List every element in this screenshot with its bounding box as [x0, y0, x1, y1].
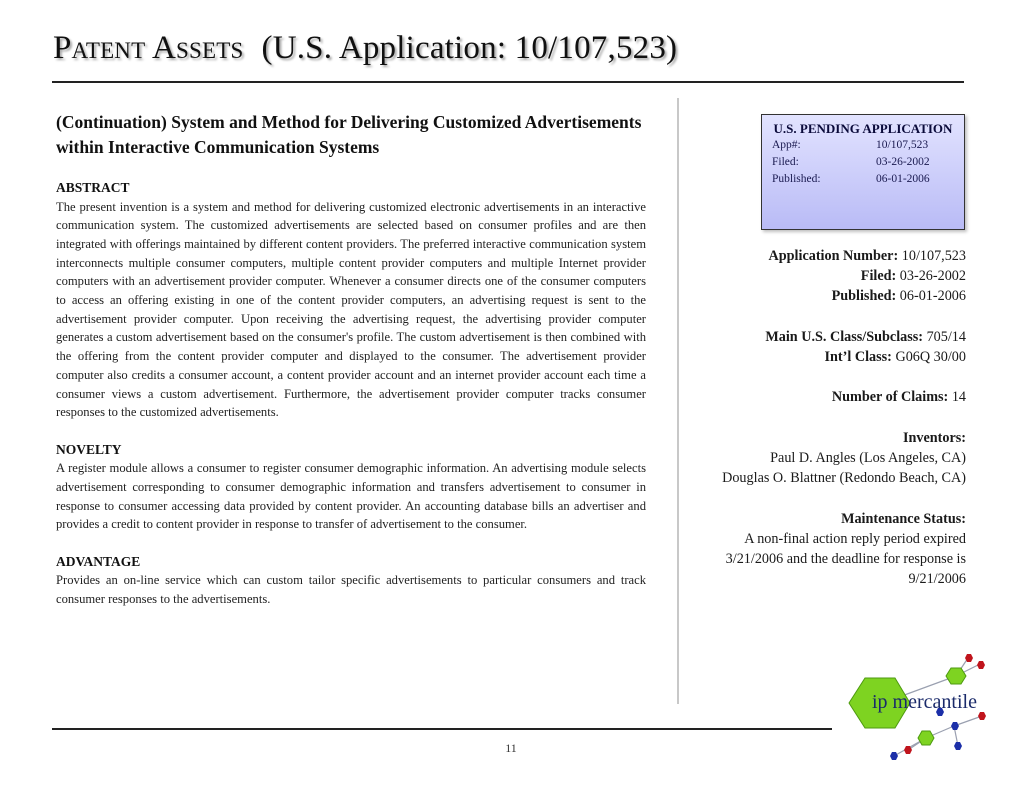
pending-value: 10/107,523 [876, 139, 929, 151]
pending-label: App#: [772, 139, 801, 151]
pending-row-filed [772, 154, 964, 171]
advantage-heading: ADVANTAGE [56, 553, 141, 569]
published-label: Published: [831, 288, 897, 305]
published-row [690, 286, 966, 306]
maintenance-row [690, 509, 966, 529]
pending-value: 06-01-2006 [876, 173, 930, 185]
maintenance-label: Maintenance Status: [841, 510, 966, 527]
novelty-heading: NOVELTY [56, 441, 122, 457]
inventor-1: Paul D. Angles (Los Angeles, CA) [770, 449, 966, 466]
header-rule [52, 81, 964, 83]
filed-label: Filed: [860, 268, 897, 285]
ip-mercantile-logo [846, 650, 996, 768]
abstract-heading: ABSTRACT [56, 180, 130, 195]
filed-value: 03-26-2002 [899, 268, 966, 285]
page-number: 11 [505, 741, 517, 755]
abstract-column [56, 110, 646, 627]
footer-rule [52, 728, 832, 730]
application-number-value: 10/107,523 [901, 248, 966, 264]
main-class-label: Main U.S. Class/Subclass: [765, 328, 924, 345]
advantage-text: Provides an on-line service which can custom tailor specific advertisements to particular consumers and track consumer responses to the advertisements. [56, 573, 646, 606]
novelty-section [56, 441, 646, 534]
pending-value: 03-26-2002 [876, 156, 930, 168]
application-number-row [690, 246, 966, 266]
abstract-section [56, 179, 646, 422]
maintenance-line-1: A non-final action reply period expired [744, 530, 966, 547]
claims-row [690, 387, 966, 407]
abstract-text: The present invention is a system and method for delivering customized electronic advertisements in an interactive communication system. The customized advertisements are selected based on consumer profiles and are then integrated with offerings maintained by different content providers. The preferred interactive communication system interconnects multiple consumer computers, multiple content provider computers and multiple Internet provider computers with an advertisement provider computer. Whenever a consumer directs one of the consumer computers to access an offering existing in one of the content provider computers, an advertising request is sent to the advertisement provider computer. Upon receiving the advertising request, the advertising provider computer generates a custom advertisement based on the consumer's profile. The custom advertisement is then combined with the offering from the content provider computer and displayed to the consumer. The advertisement provider computer also credits a consumer account, a content provider account and an internet provider account each time a consumer views a custom advertisement. Furthermore, the advertisement provider computer tracks consumer responses to the customized advertisements. [56, 199, 646, 420]
pending-row-app [772, 137, 964, 154]
pending-row-published [772, 171, 964, 188]
column-divider [677, 98, 679, 704]
page-title [53, 30, 677, 67]
intl-class-row [690, 347, 966, 367]
claims-label: Number of Claims: [831, 389, 949, 406]
inventor-2: Douglas O. Blattner (Redondo Beach, CA) [722, 470, 966, 487]
inventors-label: Inventors: [902, 429, 966, 446]
document-title: (Continuation) System and Method for Delivering Customized Advertisements within Interactive Communication Systems [56, 112, 642, 157]
intl-class-label: Int’l Class: [824, 349, 892, 365]
maintenance-line-2: 3/21/2006 and the deadline for response is [725, 550, 966, 567]
filed-row [690, 266, 966, 286]
main-class-row [690, 327, 966, 347]
inventors-row [690, 428, 966, 448]
page-title-main: Patent Assets [53, 30, 244, 66]
pending-label: Published: [772, 173, 821, 185]
maintenance-line-3: 9/21/2006 [908, 571, 966, 588]
application-number-label: Application Number: [768, 248, 899, 264]
advantage-section [56, 553, 646, 609]
pending-box-title: U.S. PENDING APPLICATION [773, 121, 953, 136]
published-value: 06-01-2006 [899, 288, 966, 305]
logo-text: ip mercantile [872, 691, 977, 713]
page-title-sub: (U.S. Application: 10/107,523) [261, 30, 678, 66]
main-class-value: 705/14 [926, 328, 966, 345]
intl-class-value: G06Q 30/00 [895, 349, 966, 365]
claims-value: 14 [951, 389, 966, 406]
novelty-text: A register module allows a consumer to register consumer demographic information. An advertising module selects advertisement corresponding to consumer demographic information and transfers advertisement to consumer in response to consumer accessing data provided by content provider. An accounting database bills an advertiser and provides a credit to content provider in response to transfer of advertisement to the consumer. [56, 461, 646, 532]
pending-label: Filed: [772, 156, 799, 168]
patent-details [690, 246, 966, 589]
pending-application-box [761, 114, 965, 230]
